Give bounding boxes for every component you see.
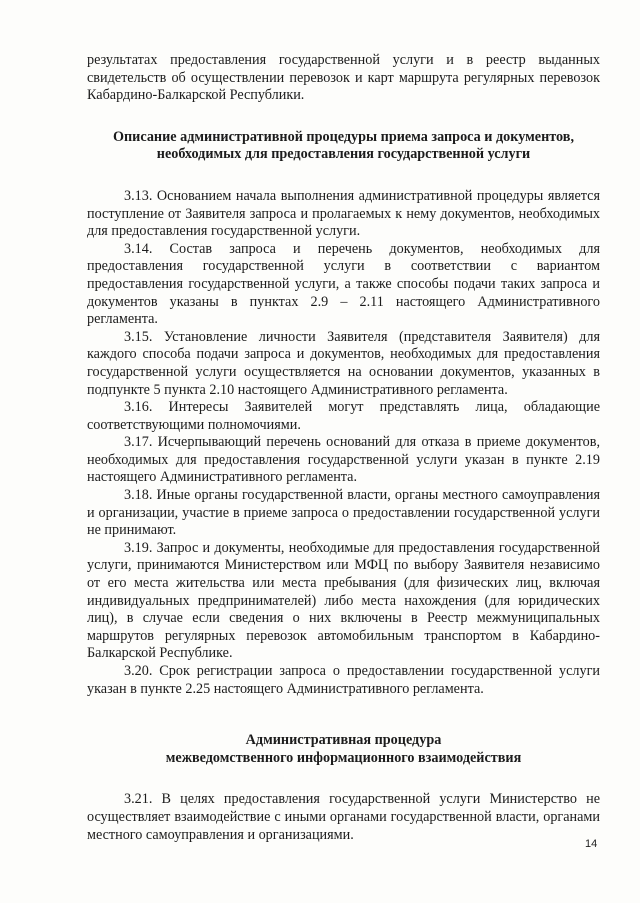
heading-line: необходимых для предоставления государственной услуги [156, 146, 531, 163]
paragraph-3-17: 3.17. Исчерпывающий перечень оснований для отказа в приеме документов, необходимых для предоставления государственной услуги указан в пункте 2.19 настоящего Административного регламента. [87, 434, 600, 486]
section-heading-interaction [87, 732, 600, 767]
paragraph-3-15: 3.15. Установление личности Заявителя (представителя Заявителя) для каждого способа подачи запроса и документов, необходимых для предоставления государственной услуги осуществляется на основании документов, указанных в подпункте 5 пункта 2.10 настоящего Административного регламента. [87, 328, 600, 398]
paragraph-3-21: 3.21. В целях предоставления государственной услуги Министерство не осуществляет взаимодействие с иными органами государственной власти, органами местного самоуправления и организациями. [87, 791, 600, 843]
intro-paragraph: результатах предоставления государственной услуги и в реестр выданных свидетельств об осуществлении перевозок и карт маршрута регулярных перевозок Кабардино-Балкарской Республики. [87, 52, 600, 104]
page-number: 14 [585, 838, 598, 850]
heading-line: Описание административной процедуры приема запроса и документов, [112, 128, 575, 145]
paragraph-3-19: 3.19. Запрос и документы, необходимые для предоставления государственной услуги, принимаются Министерством или МФЦ по выбору Заявителя независимо от его места жительства или места пребывания (для физических лиц, включая индивидуальных предпринимателей) либо места нахождения (для юридических лиц), в случае если сведения о них включены в Реестр межмуниципальных маршрутов регулярных перевозок автомобильным транспортом в Кабардино-Балкарской Республике. [87, 539, 600, 662]
paragraph-3-20: 3.20. Срок регистрации запроса о предоставлении государственной услуги указан в пункте 2.25 настоящего Административного регламента. [87, 663, 600, 697]
section-heading-reception [87, 129, 600, 164]
paragraph-3-18: 3.18. Иные органы государственной власти, органы местного самоуправления и организации, участие в приеме запроса о предоставлении государственной услуги не принимают. [87, 487, 600, 539]
paragraph-3-16: 3.16. Интересы Заявителей могут представлять лица, обладающие соответствующими полномочиями. [87, 399, 600, 433]
heading-line: межведомственного информационного взаимодействия [165, 749, 522, 766]
paragraph-3-14: 3.14. Состав запроса и перечень документов, необходимых для предоставления государственной услуги в соответствии с вариантом предоставления государственной услуги, а также способы подачи таких запроса и документов указаны в пунктах 2.9 – 2.11 настоящего Административного регламента. [87, 240, 600, 328]
heading-line: Административная процедура [245, 732, 442, 749]
page-content [87, 52, 600, 844]
paragraph-3-13: 3.13. Основанием начала выполнения административной процедуры является поступление от Заявителя запроса и пролагаемых к нему документов, необходимых для предоставления государственной услуги. [87, 187, 600, 240]
